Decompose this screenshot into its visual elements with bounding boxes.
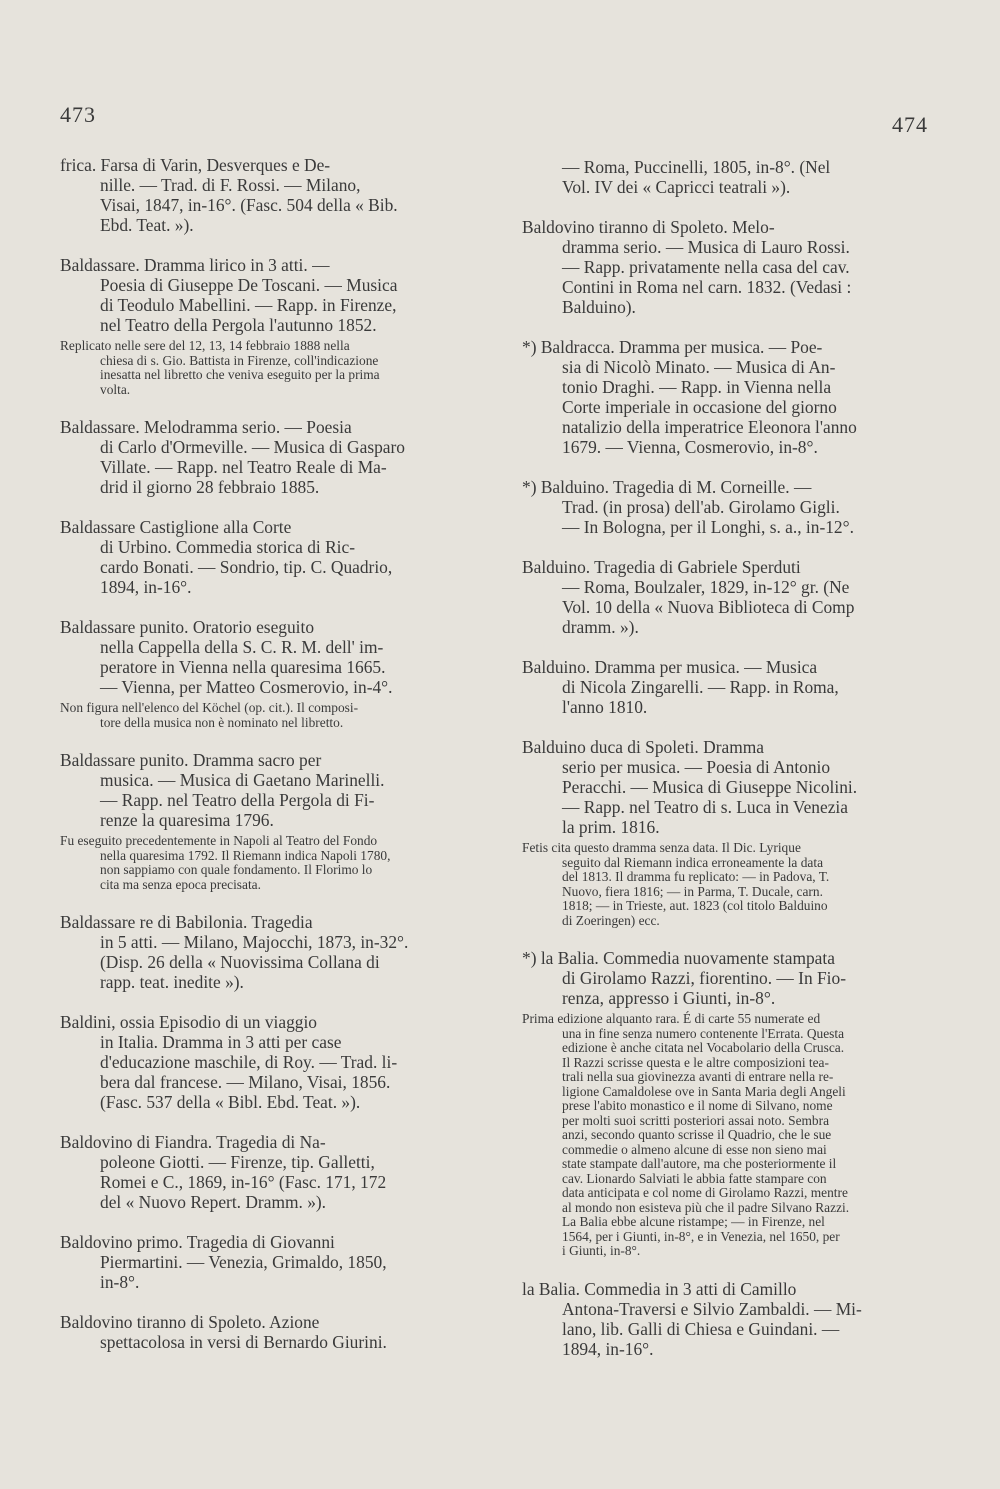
note-line: chiesa di s. Gio. Battista in Firenze, coll'indicazione	[100, 352, 379, 368]
entry-line: drid il giorno 28 febbraio 1885.	[100, 477, 320, 497]
entry-line: la Balia. Commedia in 3 atti di Camillo	[522, 1278, 797, 1299]
note-line: edizione è anche citata nel Vocabolario della Crusca.	[562, 1040, 845, 1055]
note-line: nella quaresima 1792. Il Riemann indica Napoli 1780,	[100, 847, 391, 863]
note-line: Fu eseguito precedentemente in Napoli al Teatro del Fondo	[60, 833, 378, 848]
entry-line: 1679. — Vienna, Cosmerovio, in-8°.	[562, 437, 818, 457]
entry-line: Baldassare re di Babilonia. Tragedia	[60, 912, 313, 932]
note-line: inesatta nel libretto che veniva eseguito per la prima	[100, 367, 380, 382]
entry-line: *) la Balia. Commedia nuovamente stampata	[522, 948, 835, 968]
page-number-left: 473	[60, 102, 96, 127]
entry-line: Baldassare punito. Dramma sacro per	[60, 750, 322, 770]
entry-line: Romei e C., 1869, in-16° (Fasc. 171, 172	[100, 1172, 387, 1192]
entry-line: l'anno 1810.	[562, 697, 648, 717]
entry-baldovino-tiranno-1	[60, 1312, 472, 1352]
entry-balduino-3	[522, 657, 927, 717]
note-line: i Giunti, in-8°.	[562, 1243, 641, 1258]
note-line: Nuovo, fiera 1816; — in Parma, T. Ducale, carn.	[562, 883, 823, 899]
entry-line: Baldassare punito. Oratorio eseguito	[60, 617, 315, 637]
note-line: Replicato nelle sere del 12, 13, 14 febbraio 1888 nella	[60, 338, 350, 353]
note-line: commedie o almeno alcune di esse non sieno mai	[562, 1141, 827, 1157]
entry-line: Balduino. Tragedia di Gabriele Sperduti	[522, 557, 801, 577]
entry-line: 1894, in-16°.	[562, 1338, 654, 1359]
note-line: Non figura nell'elenco del Köchel (op. cit.). Il composi-	[60, 700, 359, 715]
entry-line: di Carlo d'Ormeville. — Musica di Gasparo	[100, 437, 405, 457]
entry-line: — Vienna, per Matteo Cosmerovio, in-4°.	[100, 677, 393, 697]
entry-line: — Rapp. nel Teatro di s. Luca in Venezia	[562, 797, 848, 817]
entry-line: in Italia. Dramma in 3 atti per case	[100, 1032, 342, 1052]
note-line: trali nella sua giovinezza avanti di entrare nella re-	[562, 1069, 834, 1084]
entry-baldassare-babilonia	[60, 912, 472, 992]
note-line: Fetis cita questo dramma senza data. Il Dic. Lyrique	[522, 840, 801, 855]
note-line: una in fine senza numero contenente l'Errata. Questa	[562, 1025, 845, 1041]
entry-baldovino-tiranno-2	[522, 217, 927, 317]
entry-line: *) Balduino. Tragedia di M. Corneille. —	[522, 477, 812, 497]
note-line: Il Razzi scrisse questa e le altre composizioni tea-	[562, 1054, 829, 1070]
entry-line: nille. — Trad. di F. Rossi. — Milano,	[100, 175, 361, 195]
entry-baldovino-primo	[60, 1232, 472, 1292]
entry-line: Baldassare. Melodramma serio. — Poesia	[60, 417, 352, 437]
note-line: anzi, secondo quanto scrisse il Quadrio, che le sue	[562, 1127, 832, 1142]
note-line: 1564, per i Giunti, in-8°, e in Venezia, nel 1650, per	[562, 1228, 840, 1244]
entry-line: Vol. IV dei « Capricci teatrali »).	[562, 177, 791, 197]
entry-line: nel Teatro della Pergola l'autunno 1852.	[100, 315, 377, 335]
entry-balia-1	[522, 948, 927, 1008]
entry-line: (Fasc. 537 della « Bibl. Ebd. Teat. »).	[100, 1092, 361, 1112]
entry-line: Piermartini. — Venezia, Grimaldo, 1850,	[100, 1252, 387, 1272]
entry-line: tonio Draghi. — Rapp. in Vienna nella	[562, 377, 832, 397]
entry-line: — Roma, Puccinelli, 1805, in-8°. (Nel	[562, 157, 831, 177]
entry-cont-roma	[522, 157, 927, 197]
entry-line: Trad. (in prosa) dell'ab. Girolamo Gigli.	[562, 497, 840, 517]
entry-line: (Disp. 26 della « Nuovissima Collana di	[100, 952, 380, 972]
entry-balduino-spoleti	[522, 737, 927, 837]
note-line: data anticipata e col nome di Girolamo Razzi, mentre	[562, 1185, 848, 1200]
right-column	[522, 157, 927, 1379]
entry-line: Baldassare. Dramma lirico in 3 atti. —	[60, 255, 330, 275]
entry-line: natalizio della imperatrice Eleonora l'anno	[562, 417, 857, 437]
entry-frica	[60, 155, 472, 235]
entry-baldassare-castiglione	[60, 517, 472, 597]
entry-line: sia di Nicolò Minato. — Musica di An-	[562, 357, 836, 377]
entry-line: — In Bologna, per il Longhi, s. a., in-12°.	[562, 517, 854, 537]
note-line: ligione Camaldolese ove in Santa Maria degli Angeli	[562, 1083, 846, 1099]
entry-line: Balduino duca di Spoleti. Dramma	[522, 737, 764, 757]
entry-line: Baldassare Castiglione alla Corte	[60, 517, 292, 537]
entry-balduino-1	[522, 477, 927, 537]
entry-line: musica. — Musica di Gaetano Marinelli.	[100, 770, 385, 790]
entry-line: Baldovino tiranno di Spoleto. Melo-	[522, 217, 775, 237]
note-line: seguito dal Riemann indica erroneamente la data	[562, 854, 824, 870]
entry-line: spettacolosa in versi di Bernardo Giurini.	[100, 1332, 387, 1352]
entry-line: di Nicola Zingarelli. — Rapp. in Roma,	[562, 677, 839, 697]
note-line: Prima edizione alquanto rara. É di carte 55 numerate ed	[522, 1011, 821, 1026]
entry-baldovino-fiandra	[60, 1132, 472, 1212]
note-line: al mondo non esisteva più che il padre Silvano Razzi.	[562, 1199, 850, 1215]
note-line: non sappiamo con quale fondamento. Il Florimo lo	[100, 862, 373, 877]
entry-line: poleone Giotti. — Firenze, tip. Galletti,	[100, 1152, 375, 1172]
note-line: per molti suoi scritti posteriori assai noto. Sembra	[562, 1112, 830, 1128]
entry-line: in 5 atti. — Milano, Majocchi, 1873, in-32°.	[100, 932, 409, 952]
entry-line: cardo Bonati. — Sondrio, tip. C. Quadrio,	[100, 557, 393, 577]
entry-line: Visai, 1847, in-16°. (Fasc. 504 della « Bib.	[100, 195, 398, 215]
note-line: cav. Lionardo Salviati le abbia fatte stampare con	[562, 1170, 827, 1186]
entry-line: bera dal francese. — Milano, Visai, 1856.	[100, 1072, 391, 1092]
entry-line: Antona-Traversi e Silvio Zambaldi. — Mi-	[562, 1298, 862, 1319]
entry-line: Baldovino primo. Tragedia di Giovanni	[60, 1232, 335, 1252]
entry-balia-2	[522, 1279, 927, 1359]
note-line: prese l'abito monastico e il nome di Silvano, nome	[562, 1098, 833, 1113]
entry-baldassare-2	[60, 417, 472, 497]
note-line: La Balia ebbe alcune ristampe; — in Firenze, nel	[562, 1214, 825, 1229]
entry-line: di Girolamo Razzi, fiorentino. — In Fio-	[562, 968, 846, 988]
entry-line: dramma serio. — Musica di Lauro Rossi.	[562, 237, 850, 257]
entry-line: Contini in Roma nel carn. 1832. (Vedasi :	[562, 277, 852, 297]
entry-line: del « Nuovo Repert. Dramm. »).	[100, 1192, 327, 1212]
entry-line: Corte imperiale in occasione del giorno	[562, 397, 837, 417]
note-line: tore della musica non è nominato nel libretto.	[100, 714, 344, 730]
entry-line: — Roma, Boulzaler, 1829, in-12° gr. (Ne	[562, 577, 850, 597]
entry-baldini	[60, 1012, 472, 1112]
entry-line: *) Baldracca. Dramma per musica. — Poe-	[522, 337, 823, 357]
page-number-right: 474	[892, 112, 928, 137]
entry-line: 1894, in-16°.	[100, 577, 192, 597]
entry-line: la prim. 1816.	[562, 817, 660, 837]
entry-line: Balduino. Dramma per musica. — Musica	[522, 657, 818, 677]
note-line: state stampate dall'autore, ma che posteriormente il	[562, 1156, 837, 1171]
note-line: del 1813. Il dramma fu replicato: — in Padova, T.	[562, 869, 830, 884]
entry-line: Baldovino di Fiandra. Tragedia di Na-	[60, 1132, 326, 1152]
entry-line: frica. Farsa di Varin, Desverques e De-	[60, 155, 331, 175]
left-column	[60, 155, 472, 1372]
entry-line: Vol. 10 della « Nuova Biblioteca di Comp	[562, 597, 855, 617]
entry-note	[60, 834, 472, 892]
entry-line: serio per musica. — Poesia di Antonio	[562, 757, 831, 777]
entry-line: nella Cappella della S. C. R. M. dell' im-	[100, 637, 384, 657]
entry-line: renza, appresso i Giunti, in-8°.	[562, 988, 776, 1008]
entry-line: lano, lib. Galli di Chiesa e Guindani. —	[562, 1318, 840, 1339]
entry-line: di Teodulo Mabellini. — Rapp. in Firenze,	[100, 295, 397, 315]
entry-line: Poesia di Giuseppe De Toscani. — Musica	[100, 275, 398, 295]
entry-line: di Urbino. Commedia storica di Ric-	[100, 537, 356, 557]
entry-line: rapp. teat. inedite »).	[100, 972, 244, 992]
entry-line: Baldini, ossia Episodio di un viaggio	[60, 1012, 317, 1032]
entry-note	[60, 701, 472, 730]
entry-baldassare-punito-1	[60, 617, 472, 697]
note-line: 1818; — in Trieste, aut. 1823 (col titolo Balduino	[562, 898, 828, 913]
entry-baldassare-1	[60, 255, 472, 335]
entry-baldassare-punito-2	[60, 750, 472, 830]
entry-line: — Rapp. privatamente nella casa del cav.	[562, 257, 850, 277]
entry-baldracca	[522, 337, 927, 457]
entry-balduino-2	[522, 557, 927, 637]
note-line: di Zoeringen) ecc.	[562, 912, 660, 928]
entry-line: Ebd. Teat. »).	[100, 215, 194, 235]
entry-line: Villate. — Rapp. nel Teatro Reale di Ma-	[100, 457, 387, 477]
entry-line: peratore in Vienna nella quaresima 1665.	[100, 657, 386, 677]
entry-line: Baldovino tiranno di Spoleto. Azione	[60, 1312, 320, 1332]
entry-line: dramm. »).	[562, 617, 639, 637]
entry-line: in-8°.	[100, 1272, 140, 1292]
entry-note	[60, 339, 472, 397]
entry-line: Peracchi. — Musica di Giuseppe Nicolini.	[562, 777, 858, 797]
entry-line: Balduino).	[562, 297, 636, 317]
entry-line: d'educazione maschile, di Roy. — Trad. li-	[100, 1052, 398, 1072]
entry-line: — Rapp. nel Teatro della Pergola di Fi-	[100, 790, 375, 810]
entry-note	[522, 1012, 927, 1259]
entry-line: renze la quaresima 1796.	[100, 810, 274, 830]
note-line: cita ma senza epoca precisata.	[100, 876, 261, 892]
entry-note	[522, 841, 927, 928]
note-line: volta.	[100, 381, 131, 397]
